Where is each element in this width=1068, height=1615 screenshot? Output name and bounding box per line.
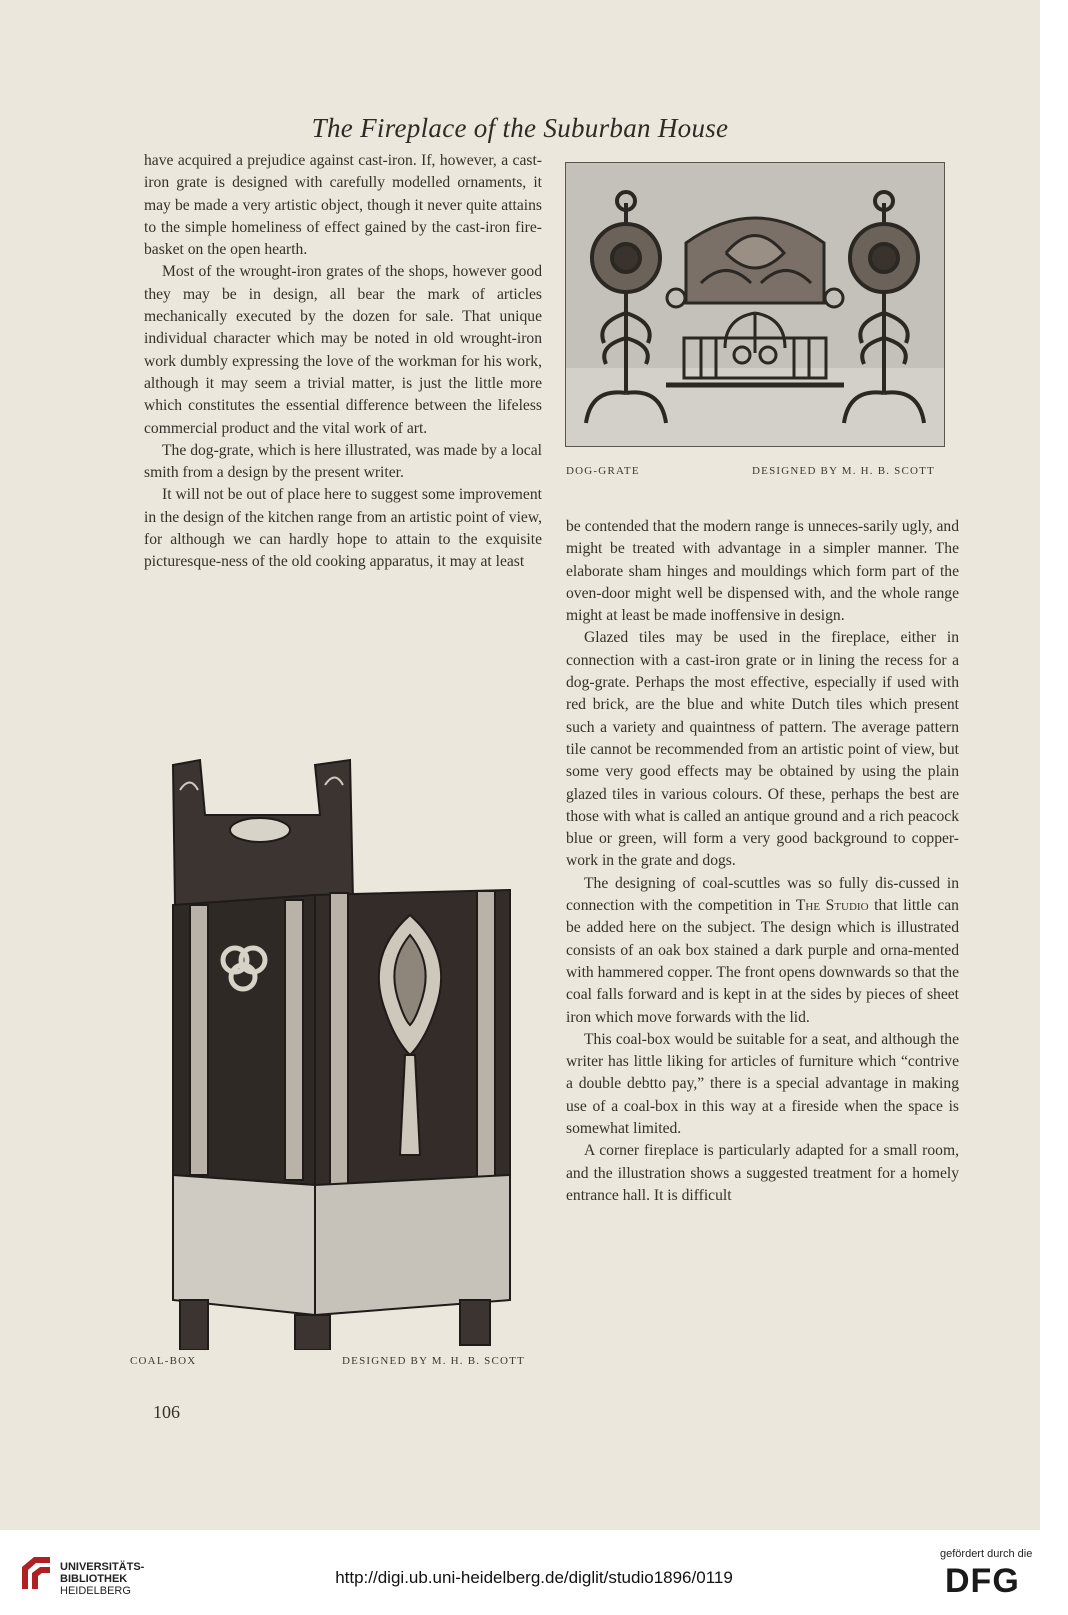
coal-box-label: COAL-BOX (130, 1355, 197, 1367)
paragraph (566, 873, 959, 1029)
text-run: that little can be added here on the subject. The design which is illustrated consists of an oak box stained a dark purple and orna-mented with hammered copper. The front opens downwards so that the coal falls forward and is kept in at the sides by pieces of sheet iron which move forwards with the lid. (566, 897, 959, 1026)
coal-box-photo (125, 755, 545, 1350)
text-run: The designing of coal-scuttles was so fully dis-cussed in connection with the competition in (566, 874, 959, 915)
journal-title: The Studio (795, 897, 869, 915)
funding-caption: gefördert durch die (940, 1548, 1033, 1560)
paragraph: be contended that the modern range is unneces-sarily ugly, and might be treated with advantage in a simpler manner. The elaborate sham hinges and mouldings which form part of the oven-door might well be dispensed with, and the whole range might at least be made inoffensive in design. (566, 518, 959, 625)
paragraph: The dog-grate, which is here illustrated, was made by a local smith from a design by the present writer. (144, 441, 542, 482)
library-line-2: BIBLIOTHEK (60, 1573, 128, 1585)
coal-box-front (315, 890, 510, 1205)
source-url[interactable]: http://digi.ub.uni-heidelberg.de/diglit/studio1896/0119 (335, 1568, 733, 1587)
dog-grate-credit: DESIGNED BY M. H. B. SCOTT (752, 465, 935, 477)
dog-grate-photo (565, 162, 945, 447)
dfg-logo: DFG (945, 1562, 1020, 1600)
page-number: 106 (153, 1402, 180, 1422)
paragraph: have acquired a prejudice against cast-iron. If, however, a cast-iron grate is designed with carefully modelled ornaments, it may be made a very artistic object, though it never quite attains to the simple homeliness of effect gained by the cast-iron fire-basket on the open hearth. (144, 152, 542, 259)
coal-box-side (173, 895, 315, 1185)
paragraph: A corner fireplace is particularly adapted for a small room, and the illustration shows a suggested treatment for a homely entrance hall. It is difficult (566, 1142, 959, 1204)
paragraph: It will not be out of place here to suggest some improvement in the design of the kitchen range from an artistic point of view, for although we can hardly hope to attain to the exquisite picturesque-ness of the old cooking apparatus, it may at least (144, 486, 542, 571)
coal-box-base (173, 1175, 510, 1350)
library-line-1: UNIVERSITÄTS- (60, 1561, 145, 1573)
coal-box-credit: DESIGNED BY M. H. B. SCOTT (342, 1355, 525, 1367)
dog-grate-label: DOG-GRATE (566, 465, 640, 477)
right-column (566, 516, 959, 1207)
left-column (144, 150, 542, 574)
library-line-3: HEIDELBERG (60, 1585, 131, 1597)
dog-grate-illustration (566, 163, 944, 446)
paragraph: Glazed tiles may be used in the fireplace, either in connection with a cast-iron grate or in lining the recess for a dog-grate. Perhaps the most effective, especially if used with red brick, are the blue and white Dutch tiles which present such a variety and quaintness of pattern. The average pattern tile cannot be recommended from an artistic point of view, but some very good effects may be obtained by using the plain glazed tiles in various colours. Of these, perhaps the best are those with what is called an antique ground and a rich peacock blue or green, will form a very good background to copper-work in the grate and dogs. (566, 629, 959, 870)
coal-box-back (173, 760, 353, 905)
paragraph: This coal-box would be suitable for a seat, and although the writer has little liking for articles of furniture which “contrive a double debtto pay,” there is a special advantage in making use of a coal-box in this way at a fireside when the space is somewhat limited. (566, 1030, 959, 1138)
running-head: The Fireplace of the Suburban House (311, 113, 729, 143)
paragraph: Most of the wrought-iron grates of the shops, however good they may be in design, all bear the mark of articles mechanically executed by the dozen for sale. That unique individual character which may be noted in old wrought-iron work dumbly expressing the love of the workman for his work, although it may seem a trivial matter, is just the little more which constitutes the essential difference between the lifeless commercial product and the vital work of art. (144, 263, 542, 437)
coal-box-illustration (125, 755, 545, 1350)
